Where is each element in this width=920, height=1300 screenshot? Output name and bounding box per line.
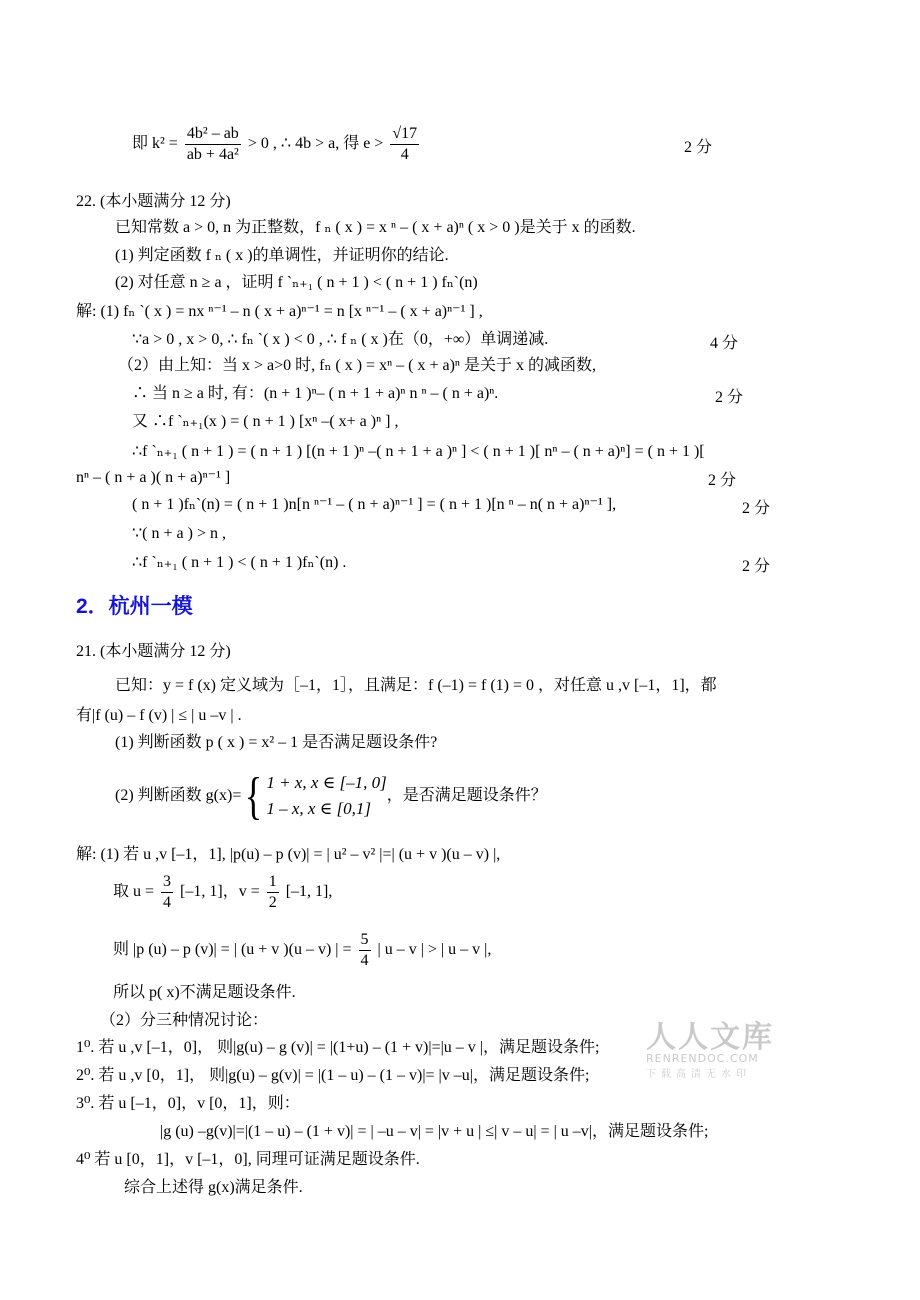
sol2-fraction-1 [161, 872, 173, 913]
k-suffix: > 0 , ∴ 4b > a, 得 e > [247, 135, 384, 153]
sol3-frac-den: 4 [360, 952, 369, 969]
q21-line4 [115, 766, 547, 826]
q21-sol4: 所以 p( x)不满足题设条件. [113, 984, 296, 1001]
q21-case1: 1⁰. 若 u ,v [–1，0]， 则|g(u) – g (v)| = |(1+u) – (1 + v)|=|u – v |，满足题设条件; [76, 1039, 600, 1056]
q22-sol8: ( n + 1 )fₙ`(n) = ( n + 1 )n[n ⁿ⁻¹ – ( n + a)ⁿ⁻¹ ] = ( n + 1 )[n ⁿ – n( n + a)ⁿ⁻¹ ], [132, 496, 617, 513]
q22-sol10: ∴f `ₙ₊₁ ( n + 1 ) < ( n + 1 )fₙ`(n) . [132, 554, 347, 571]
q22-title: 22. (本小题满分 12 分) [76, 193, 231, 210]
e-fraction [390, 124, 419, 165]
q21-sol3 [113, 930, 491, 971]
k-squared-line [132, 124, 422, 165]
q22-sol10-score: 2 分 [742, 558, 771, 575]
sol2-frac2-num: 1 [268, 873, 277, 890]
q22-sol7-score: 2 分 [708, 472, 737, 489]
sol2-frac2-den: 2 [268, 894, 277, 911]
q21-conclusion: 综合上述得 g(x)满足条件. [124, 1179, 303, 1196]
g-definition-prefix: (2) 判断函数 g(x)= [115, 787, 242, 804]
sol2-mid: [–1, 1]，v = [180, 883, 260, 901]
q22-line1: 已知常数 a > 0, n 为正整数，f ₙ ( x ) = x ⁿ – ( x + a)ⁿ ( x > 0 )是关于 x 的函数. [115, 219, 636, 236]
q22-sol4-score: 2 分 [715, 389, 744, 406]
q22-sol8-score: 2 分 [742, 500, 771, 517]
sol3-prefix: 则 |p (u) – p (v)| = | (u + v )(u – v) | = [113, 941, 352, 959]
sol2-prefix: 取 u = [113, 883, 155, 901]
q21-line3: (1) 判断函数 p ( x ) = x² – 1 是否满足题设条件? [115, 734, 438, 751]
q21-line1: 已知：y = f (x) 定义域为［–1，1］，且满足：f (–1) = f (1) = 0 ，对任意 u ,v [–1，1]，都 [115, 677, 717, 694]
k-fraction-denominator: ab + 4a² [186, 146, 239, 163]
q22-sol6: ∴f `ₙ₊₁ ( n + 1 ) = ( n + 1 ) [(n + 1 )ⁿ –( n + 1 + a )ⁿ ] < ( n + 1 )[ nⁿ – ( n + a)ⁿ] = ( n + 1 )[ [132, 443, 705, 460]
q21-case3-detail: |g (u) –g(v)|=|(1 – u) – (1 + v)| = | –u – v| = |v + u | ≤| v – u| = | u –v|，满足题设条件; [160, 1123, 709, 1140]
sol2-frac1-den: 4 [163, 894, 172, 911]
q22-sol5: 又 ∴f `ₙ₊₁(x ) = ( n + 1 ) [xⁿ –( x+ a )ⁿ ] , [132, 413, 399, 430]
q21-title: 21. (本小题满分 12 分) [76, 643, 231, 660]
piecewise-case-2: 1 – x, x ∈ [0,1] [266, 799, 371, 819]
k-fraction-numerator: 4b² – ab [186, 125, 239, 142]
score-top: 2 分 [684, 139, 713, 156]
q22-sol4: ∴ 当 n ≥ a 时, 有：(n + 1 )ⁿ– ( n + 1 + a)ⁿ n ⁿ – ( n + a)ⁿ. [132, 385, 499, 402]
watermark-title: 人人文库 [646, 1020, 774, 1055]
q21-sol1: 解: (1) 若 u ,v [–1，1], |p(u) – p (v)| = | u² – v² |=| (u + v )(u – v) |, [76, 846, 501, 863]
q21-case4: 4⁰ 若 u [0，1]，v [–1，0], 同理可证满足题设条件. [76, 1151, 420, 1168]
sol3-fraction [359, 930, 371, 971]
q22-sol3: （2）由上知：当 x > a>0 时, fₙ ( x ) = xⁿ – ( x + a)ⁿ 是关于 x 的减函数, [118, 357, 596, 374]
q21-line2: 有|f (u) – f (v) | ≤ | u –v | . [76, 707, 242, 724]
piecewise-case-1: 1 + x, x ∈ [–1, 0] [266, 773, 387, 793]
q22-line2: (1) 判定函数 f ₙ ( x )的单调性，并证明你的结论. [115, 247, 449, 264]
q21-case3: 3⁰. 若 u [–1，0]，v [0，1]，则： [76, 1095, 300, 1112]
e-fraction-numerator: √17 [392, 125, 418, 142]
e-fraction-denominator: 4 [390, 144, 419, 165]
g-definition-suffix: ，是否满足题设条件？ [386, 787, 547, 804]
q22-sol2: ∵a > 0 , x > 0, ∴ fₙ `( x ) < 0 , ∴ f ₙ ( x )在（0，+∞）单调递减. [132, 331, 549, 348]
q22-sol2-score: 4 分 [710, 335, 739, 352]
sol3-frac-num: 5 [360, 931, 369, 948]
watermark [646, 1012, 774, 1080]
sol3-suffix: | u – v | > | u – v |, [377, 941, 492, 959]
q21-sol2 [113, 872, 332, 913]
sol2-frac1-num: 3 [163, 873, 172, 890]
section-heading: 2．杭州一模 [76, 595, 193, 618]
piecewise-brace: { [245, 767, 263, 825]
q22-sol9: ∵( n + a ) > n , [132, 525, 226, 542]
q22-line3: (2) 对任意 n ≥ a ，证明 f `ₙ₊₁ ( n + 1 ) < ( n + 1 ) fₙ`(n) [115, 274, 478, 291]
watermark-url: RENRENDOC.COM [646, 1052, 759, 1065]
piecewise-cases [266, 770, 386, 822]
k-prefix: 即 k² = [132, 135, 178, 153]
q22-sol7: nⁿ – ( n + a )( n + a)ⁿ⁻¹ ] [76, 469, 231, 486]
q22-sol1: 解: (1) fₙ `( x ) = nx ⁿ⁻¹ – n ( x + a)ⁿ⁻¹ = n [x ⁿ⁻¹ – ( x + a)ⁿ⁻¹ ] , [76, 303, 483, 320]
sol2-suffix: [–1, 1], [285, 883, 333, 901]
k-fraction [185, 124, 241, 165]
q21-sol5: （2）分三种情况讨论： [100, 1012, 269, 1029]
q21-case2: 2⁰. 若 u ,v [0，1]， 则|g(u) – g(v)| = |(1 – u) – (1 – v)|= |v –u|，满足题设条件; [76, 1067, 590, 1084]
sol2-fraction-2 [267, 872, 279, 913]
watermark-tagline: 下载高清无水印 [646, 1069, 751, 1080]
